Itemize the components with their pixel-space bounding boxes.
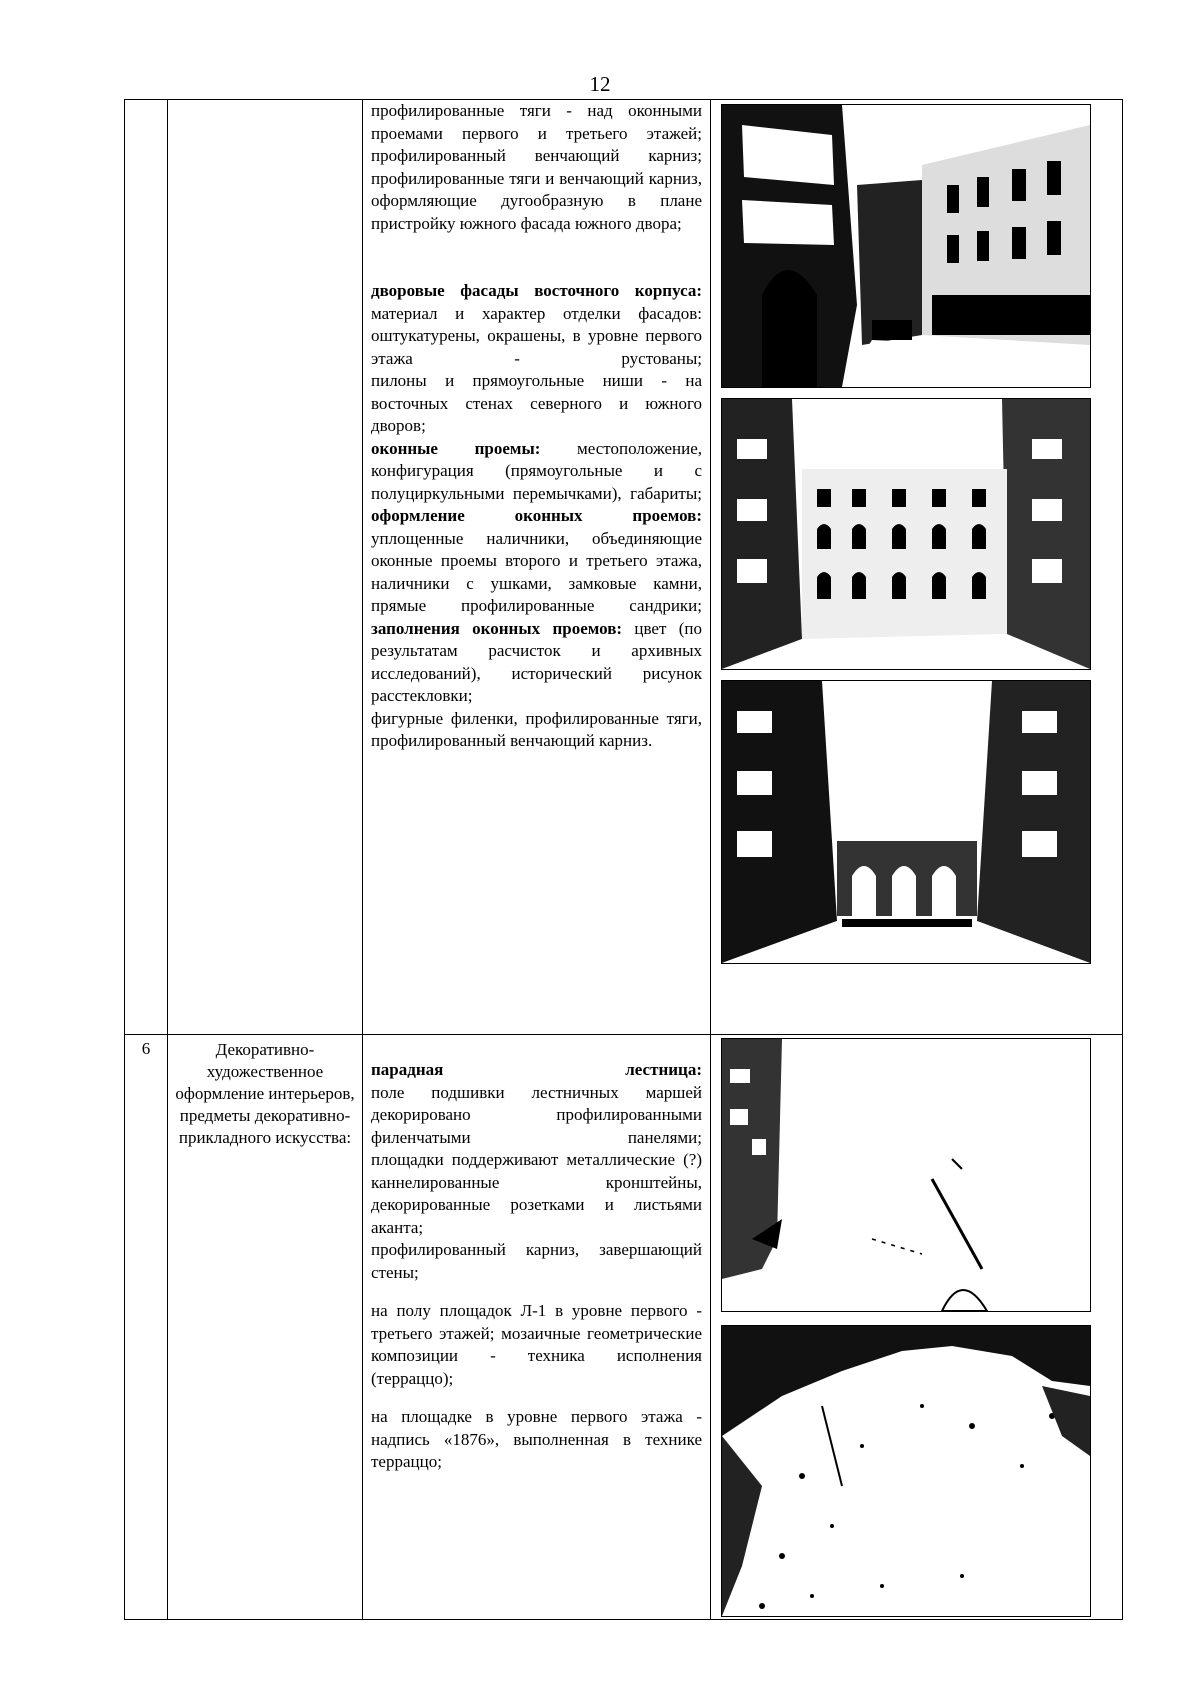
photo-terrazzo-floor [721,1325,1091,1617]
description-paragraph: оконные проемы: местоположение, конфигурация (прямоугольные и с полуциркульными перемычками), габариты; [371,438,702,503]
paragraph-heading: оконные проемы: [371,438,541,458]
row-number-cell: 6 [125,1035,168,1620]
photo-staircase [721,1038,1091,1312]
page-number: 12 [589,72,611,96]
table-row [125,1035,1123,1620]
photo-east-facade [721,398,1091,670]
paragraph-heading: оформление оконных проемов: [371,506,702,525]
terrazzo-floor-image [722,1326,1090,1616]
photo-courtyard-arch [721,104,1091,388]
photos-cell [711,1035,1123,1620]
description-paragraph: площадки поддерживают металлические (?) каннелированные кронштейны, декорированные розетками и листьями аканта; [371,1150,702,1237]
east-facade-image [722,399,1090,669]
section-cell [168,100,363,1035]
courtyard-arch-image [722,105,1090,387]
description-cell [363,1035,711,1620]
description-paragraph: поле подшивки лестничных маршей декорировано профилированными филенчатыми панелями; [371,1082,702,1147]
description-paragraph: материал и характер отделки фасадов: оштукатурены, окрашены, в уровне первого этажа - рустованы; [371,303,702,368]
description-paragraph: пилоны и прямоугольные ниши - на восточных стенах северного и южного дворов; [371,371,702,435]
paragraph-heading: парадная лестница: [371,1060,702,1079]
row-number-cell [125,100,168,1035]
description-cell [363,100,711,1035]
section-cell: Декоративно-художественное оформление интерьеров, предметы декоративно-прикладного искусства: [168,1035,363,1620]
photo-courtyard-arcade [721,680,1091,964]
table-row [125,100,1123,1035]
description-paragraph: на полу площадок Л-1 в уровне первого - третьего этажей; мозаичные геометрические композиции - техника исполнения (терраццо); [371,1301,702,1388]
paragraph-heading: дворовые фасады восточного корпуса: [371,281,702,300]
staircase-image [722,1039,1090,1311]
description-paragraph: фигурные филенки, профилированные тяги, профилированный венчающий карниз. [371,708,702,750]
paragraph-heading: заполнения оконных проемов: [371,618,623,638]
monument-subject-table [124,99,1123,1620]
description-paragraph: на площадке в уровне первого этажа - надпись «1876», выполненная в технике терраццо; [371,1407,702,1471]
description-paragraph [371,280,702,303]
description-paragraph [371,1059,702,1082]
description-paragraph: профилированный венчающий карниз; [371,146,702,165]
description-paragraph: профилированные тяги и венчающий карниз, оформляющие дугообразную в плане пристройку южного фасада южного двора; [371,168,702,233]
courtyard-arcade-image [722,681,1090,963]
description-paragraph: заполнения оконных проемов: цвет (по результатам расчисток и архивных исследований), исторический рисунок расстекловки; [371,618,702,705]
description-paragraph: оформление оконных проемов: уплощенные наличники, объединяющие оконные проемы второго и третьего этажа, наличники с ушками, замковые камни, прямые профилированные сандрики; [371,506,702,615]
photos-cell [711,100,1123,1035]
description-paragraph: профилированный карниз, завершающий стены; [371,1240,702,1282]
description-paragraph: профилированные тяги - над оконными проемами первого и третьего этажей; [371,101,702,143]
